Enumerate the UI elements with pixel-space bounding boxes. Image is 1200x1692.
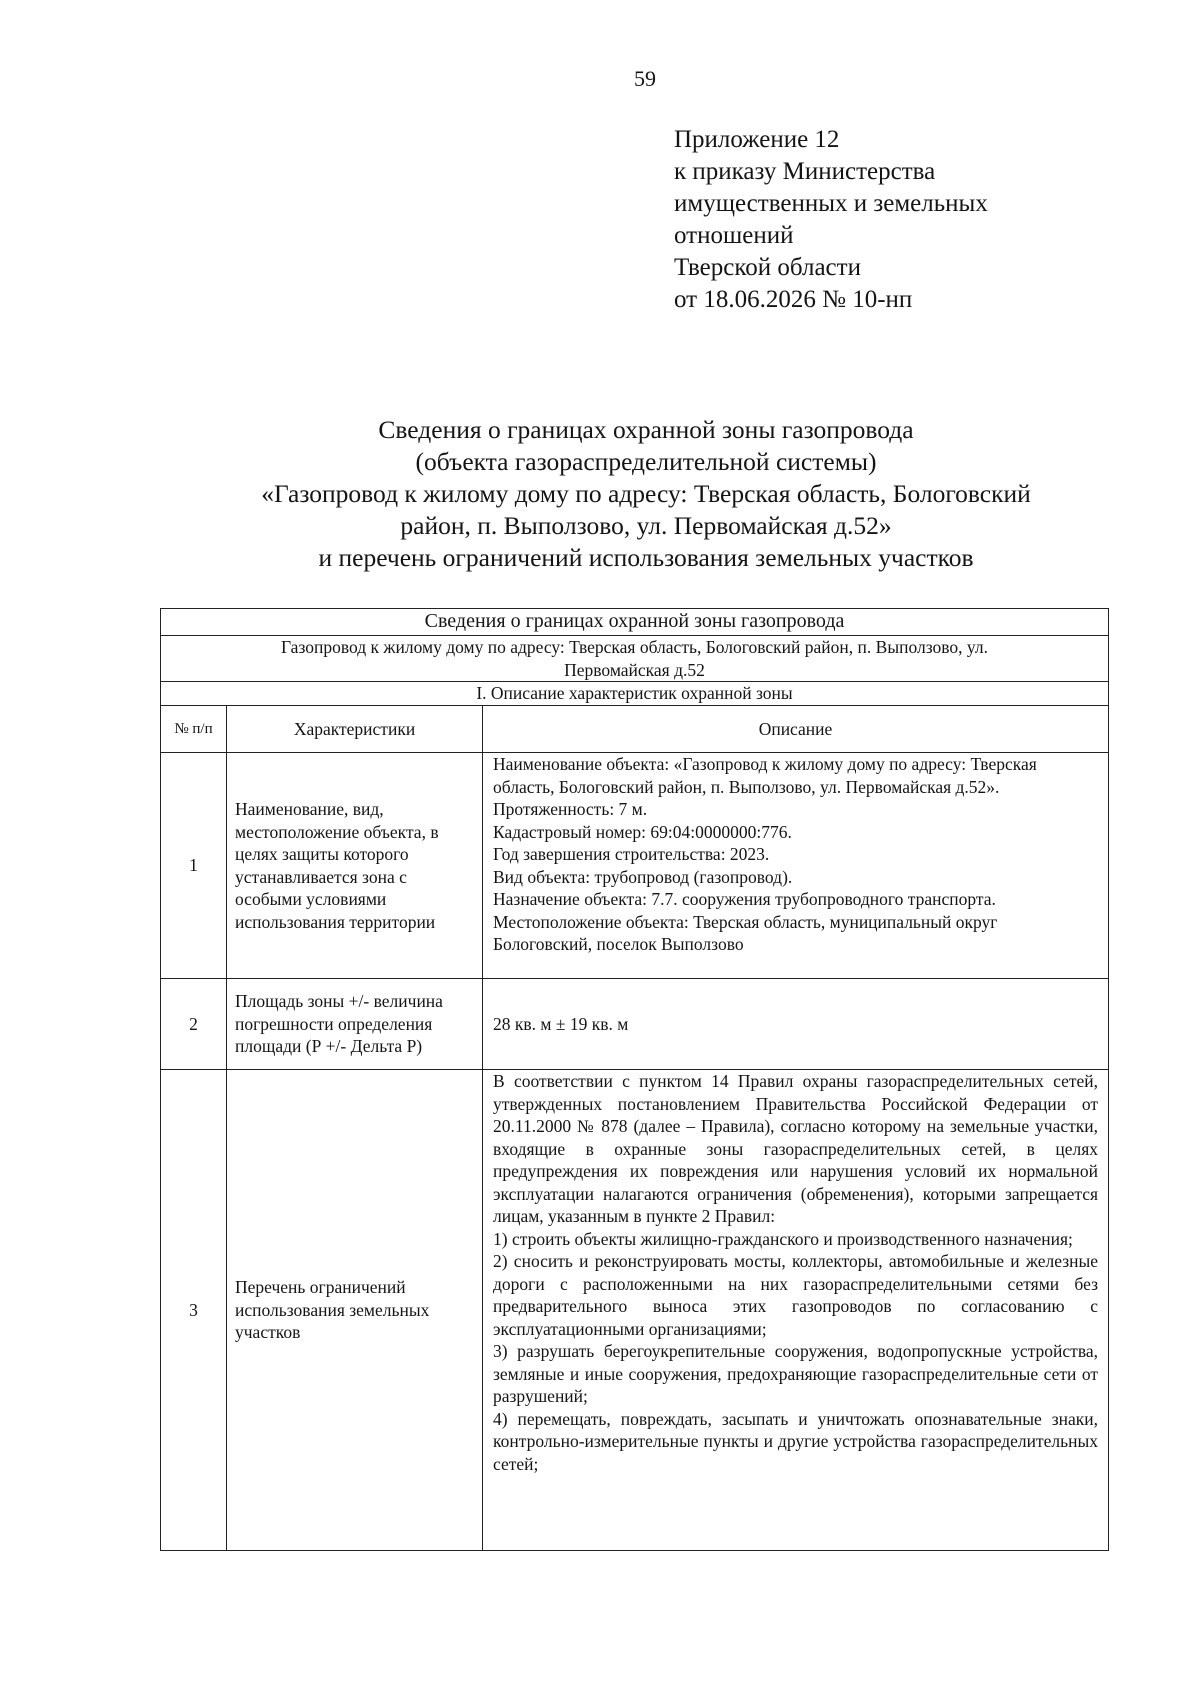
column-header-number: № п/п bbox=[161, 706, 227, 753]
description-paragraph: В соответствии с пунктом 14 Правил охраны газораспределительных сетей, утвержденных постановлением Правительства Российской Федерации от 20.11.2000 № 878 (далее – Правила), согласно которому на земельные участки, входящие в охранные зоны газораспределительных сетей, в целях предупреждения их повреждения или нарушения условий их нормальной эксплуатации налагаются ограничения (обременения), которыми запрещается лицам, указанным в пункте 2 Правил: bbox=[493, 1071, 1099, 1226]
description-paragraph: 1) строить объекты жилищно-гражданского и производственного назначения; bbox=[493, 1228, 1073, 1249]
description-line: Назначение объекта: 7.7. сооружения трубопроводного транспорта. bbox=[493, 889, 996, 909]
appendix-line: от 18.06.2026 № 10-нп bbox=[674, 286, 913, 313]
appendix-line: имущественных и земельных bbox=[674, 190, 988, 217]
column-header-characteristics: Характеристики bbox=[227, 706, 483, 753]
document-title bbox=[140, 414, 1152, 574]
title-line: «Газопровод к жилому дому по адресу: Тверская область, Бологовский bbox=[261, 479, 1031, 508]
description-paragraph: 2) сносить и реконструировать мосты, коллекторы, автомобильные и железные дороги с расположенными на них газораспределительными сетями без предварительного выноса этих газопроводов по согласованию с эксплуатационными организациями; bbox=[493, 1251, 1099, 1339]
protection-zone-table bbox=[160, 608, 1109, 1551]
table-row bbox=[161, 1070, 1109, 1551]
row-characteristic: Перечень ограничений использования земельных участков bbox=[227, 1070, 483, 1551]
appendix-line: Тверской области bbox=[674, 254, 861, 281]
title-line: (объекта газораспределительной системы) bbox=[415, 447, 877, 476]
description-line: Местоположение объекта: Тверская область, муниципальный округ Бологовский, поселок Выползово bbox=[493, 911, 998, 954]
column-header-description: Описание bbox=[483, 706, 1109, 753]
description-paragraph: 4) перемещать, повреждать, засыпать и уничтожать опознавательные знаки, контрольно-измерительные пункты и другие устройства газораспределительных сетей; bbox=[493, 1408, 1099, 1474]
table-header: Сведения о границах охранной зоны газопровода bbox=[161, 609, 1109, 636]
title-line: и перечень ограничений использования земельных участков bbox=[318, 543, 974, 572]
appendix-line: Приложение 12 bbox=[674, 126, 840, 153]
table-row bbox=[161, 753, 1109, 979]
table-object-name bbox=[161, 636, 1109, 682]
description-line: Вид объекта: трубопровод (газопровод). bbox=[493, 866, 793, 887]
row-characteristic: Наименование, вид, местоположение объекта, в целях защиты которого устанавливается зона с особыми условиями использования территории bbox=[227, 753, 483, 979]
appendix-block bbox=[674, 124, 988, 316]
object-name-line: Газопровод к жилому дому по адресу: Тверская область, Бологовский район, п. Выползово, ул. bbox=[281, 637, 988, 657]
page-number: 59 bbox=[634, 66, 656, 91]
row-description bbox=[483, 1070, 1109, 1551]
row-number: 1 bbox=[161, 753, 227, 979]
title-line: Сведения о границах охранной зоны газопровода bbox=[378, 415, 914, 444]
title-line: район, п. Выползово, ул. Первомайская д.52» bbox=[400, 511, 892, 540]
table-section-title: I. Описание характеристик охранной зоны bbox=[161, 682, 1109, 706]
description-line: Кадастровый номер: 69:04:0000000:776. bbox=[493, 821, 792, 842]
object-name-line: Первомайская д.52 bbox=[564, 659, 705, 680]
table-row bbox=[161, 979, 1109, 1070]
description-line: Протяженность: 7 м. bbox=[493, 799, 648, 819]
appendix-line: отношений bbox=[674, 222, 794, 249]
description-line: Наименование объекта: «Газопровод к жилому дому по адресу: Тверская область, Бологовский район, п. Выползово, ул. Первомайская д.52». bbox=[493, 754, 1037, 797]
row-number: 3 bbox=[161, 1070, 227, 1551]
row-characteristic: Площадь зоны +/- величина погрешности определения площади (Р +/- Дельта Р) bbox=[227, 979, 483, 1070]
row-number: 2 bbox=[161, 979, 227, 1070]
row-description bbox=[483, 753, 1109, 979]
description-paragraph: 3) разрушать берегоукрепительные сооружения, водопропускные устройства, земляные и иные сооружения, предохраняющие газораспределительные сети от разрушений; bbox=[493, 1341, 1099, 1406]
description-line: Год завершения строительства: 2023. bbox=[493, 844, 770, 864]
appendix-line: к приказу Министерства bbox=[674, 158, 936, 185]
row-description: 28 кв. м ± 19 кв. м bbox=[483, 979, 1109, 1070]
